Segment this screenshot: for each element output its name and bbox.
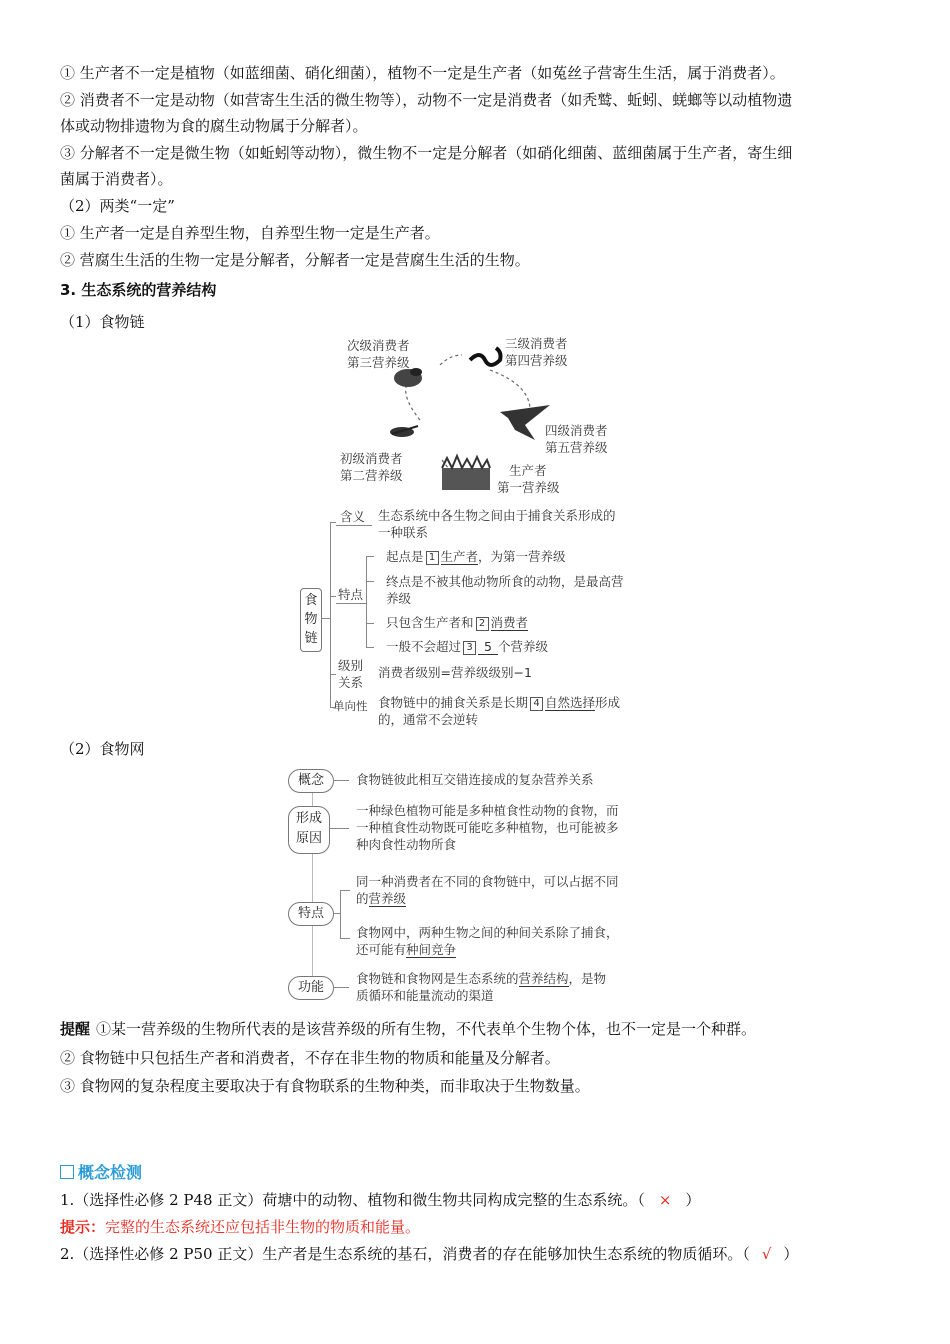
map-text: 食物链和食物网是生态系统的营养结构，是物 质循环和能量流动的渠道	[356, 971, 607, 1003]
cycle-label-secondary: 次级消费者 第三营养级	[347, 338, 410, 370]
arrow-path	[440, 355, 462, 365]
web-node-function: 功能	[288, 976, 334, 1000]
cycle-label-primary: 初级消费者 第二营养级	[340, 451, 403, 483]
section-title: 3. 生态系统的营养结构	[60, 281, 217, 299]
cycle-label-quaternary: 四级消费者 第五营养级	[545, 423, 608, 455]
map-branch-label: 级别 关系	[338, 658, 364, 690]
check-title: 概念检测	[60, 1162, 142, 1184]
web-node-feature: 特点	[288, 902, 334, 926]
map-text: 只包含生产者和 2 消费者	[386, 615, 529, 630]
arrow-path	[406, 382, 420, 420]
question-2: 2.（选择性必修 2 P50 正文）生产者是生态系统的基石，消费者的存在能够加快生态系统的物质循环。（ √ ）	[60, 1245, 799, 1263]
reminder-line: ② 食物链中只包括生产者和消费者，不存在非生物的物质和能量及分解者。	[60, 1049, 560, 1067]
text-line: ② 营腐生生活的生物一定是分解者，分解者一定是营腐生生活的生物。	[60, 251, 530, 269]
map-text: 生态系统中各生物之间由于捕食关系形成的 一种联系	[378, 508, 616, 540]
map-text: 食物网中，两种生物之间的种间关系除了捕食， 还可能有种间竞争	[356, 925, 619, 957]
map-text: 食物链彼此相互交错连接成的复杂营养关系	[356, 772, 594, 787]
subheading: （2）食物网	[60, 740, 145, 758]
web-node-concept: 概念	[288, 769, 334, 793]
text-line: ③ 分解者不一定是微生物（如蚯蚓等动物），微生物不一定是分解者（如硝化细菌、蓝细菌属于生产者，寄生细	[60, 144, 793, 162]
text-line: ② 消费者不一定是动物（如营寄生生活的微生物等），动物不一定是消费者（如秃鹫、蚯蚓、蜣螂等以动植物遗	[60, 91, 793, 109]
text-line: ① 生产者不一定是植物（如蓝细菌、硝化细菌），植物不一定是生产者（如菟丝子营寄生生活，属于消费者）。	[60, 64, 785, 82]
reminder-line: ③ 食物网的复杂程度主要取决于有食物联系的生物种类，而非取决于生物数量。	[60, 1077, 590, 1095]
map-text: 同一种消费者在不同的食物链中，可以占据不同 的营养级	[356, 874, 619, 906]
cycle-label-producer: 生产者 第一营养级	[497, 463, 560, 495]
cycle-label-tertiary: 三级消费者 第四营养级	[505, 336, 568, 368]
text-line: 菌属于消费者）。	[60, 170, 173, 188]
cross-mark-icon: ×	[658, 1191, 672, 1209]
map-text: 消费者级别=营养级级别−1	[378, 665, 532, 680]
reminder-line: 提醒 ①某一营养级的生物所代表的是该营养级的所有生物，不代表单个生物个体，也不一定是一个种群。	[60, 1020, 757, 1038]
web-node-cause: 形成 原因	[288, 806, 330, 854]
snake-icon	[470, 348, 501, 365]
grass-icon	[442, 456, 490, 490]
text-line: ① 生产者一定是自养型生物，自养型生物一定是生产者。	[60, 224, 440, 242]
map-text: 一种绿色植物可能是多种植食性动物的食物，而 一种植食性动物既可能吃多种植物，也可能被多 种肉食性动物所食	[356, 803, 619, 852]
eagle-icon	[500, 405, 550, 440]
map-text: 终点是不被其他动物所食的动物，是最高营 养级	[386, 574, 624, 606]
hint-line: 提示：完整的生态系统还应包括非生物的物质和能量。	[60, 1218, 421, 1236]
map-branch-label: 单向性	[333, 699, 368, 713]
map-text: 一般不会超过 3 5 个营养级	[386, 639, 548, 654]
subheading: （1）食物链	[60, 313, 145, 331]
square-icon	[60, 1165, 74, 1179]
grasshopper-icon	[390, 426, 418, 437]
subheading: （2）两类“一定”	[60, 197, 175, 215]
question-1: 1.（选择性必修 2 P48 正文）荷塘中的动物、植物和微生物共同构成完整的生态系统。（ × ）	[60, 1191, 701, 1209]
text-line: 体或动物排遗物为食的腐生动物属于分解者）。	[60, 117, 368, 135]
check-mark-icon: √	[761, 1245, 772, 1263]
arrow-path	[490, 370, 530, 410]
map-text: 起点是 1 生产者，为第一营养级	[386, 549, 566, 564]
map-branch-label: 特点	[338, 587, 364, 602]
map-root: 食物链	[300, 588, 322, 652]
map-text: 食物链中的捕食关系是长期 4 自然选择形成 的，通常不会逆转	[378, 695, 621, 727]
map-branch-label: 含义	[340, 509, 366, 524]
